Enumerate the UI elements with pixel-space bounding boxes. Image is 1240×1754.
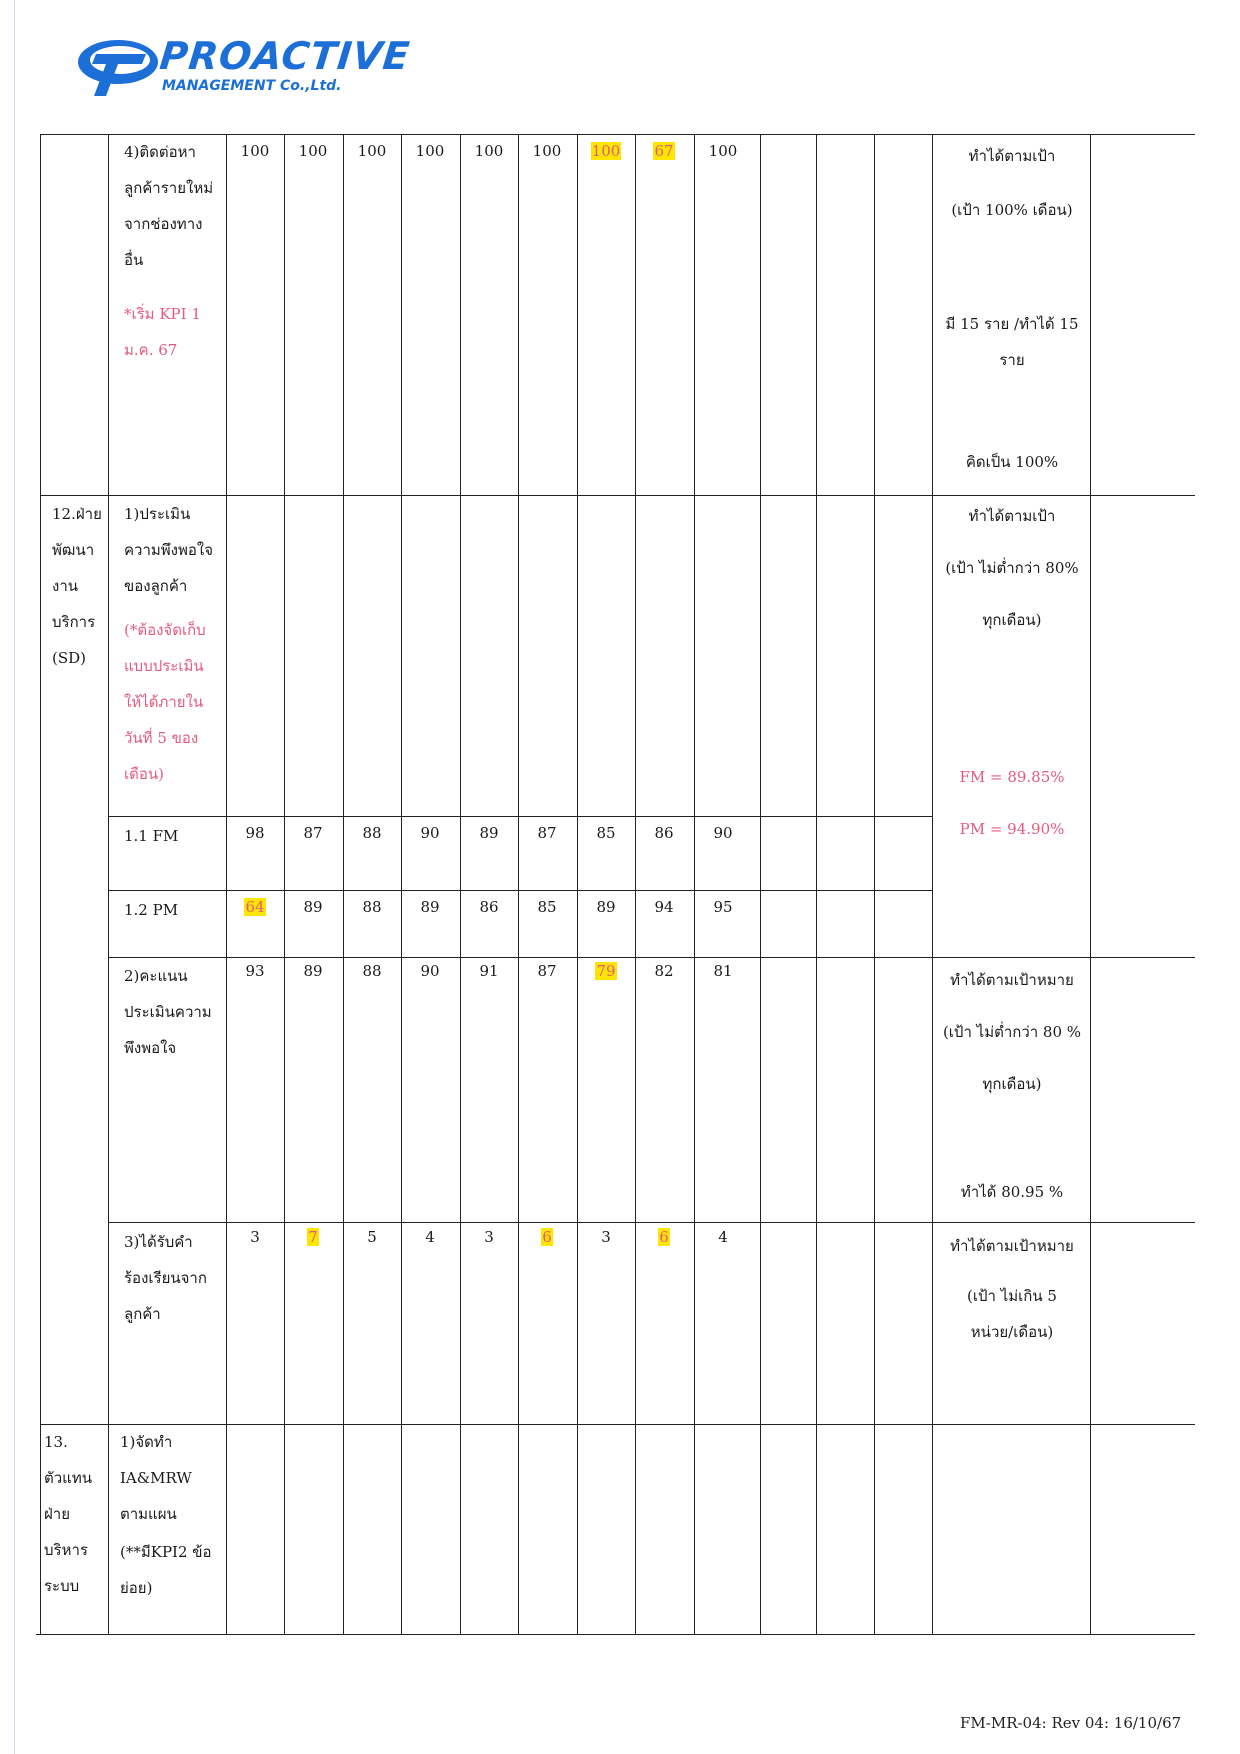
company-logo xyxy=(76,24,413,104)
document-code: FM-MR-04: Rev 04: 16/10/67 xyxy=(960,1714,1182,1732)
score-month-value: 79 xyxy=(596,962,616,980)
score-month-value: 82 xyxy=(654,962,674,980)
score-item-label: 2)คะแนน ประเมินความ พึงพอใจ xyxy=(124,967,212,1057)
row4-item-label: 4)ติดต่อหา ลูกค้ารายใหม่ จากช่องทาง อื่น xyxy=(124,143,214,269)
fm-month-value: 90 xyxy=(713,824,733,842)
r4-month-value: 100 xyxy=(240,142,270,160)
row4-result-count: มี 15 ราย /ทำได้ 15 ราย xyxy=(945,315,1079,369)
r4-month-value: 100 xyxy=(357,142,387,160)
sd-result-target: (เป้า ไม่ต่ำกว่า 80% xyxy=(945,559,1079,577)
fm-month-value: 88 xyxy=(362,824,382,842)
pm-month-value: 88 xyxy=(362,898,382,916)
company-name: PROACTIVE xyxy=(157,34,413,78)
fm-month-value: 89 xyxy=(479,824,499,842)
pm-month-value: 64 xyxy=(245,898,265,916)
complaint-month-value: 4 xyxy=(425,1228,435,1246)
fm-row-label: 1.1 FM xyxy=(124,827,179,845)
complaint-month-value: 6 xyxy=(659,1228,669,1246)
dept-13-label: 13. ตัวแทน ฝ่าย บริหาร ระบบ xyxy=(44,1433,92,1595)
pm-month-value: 94 xyxy=(654,898,674,916)
score-result-actual: ทำได้ 80.95 % xyxy=(960,1183,1064,1201)
pm-month-value: 86 xyxy=(479,898,499,916)
score-month-value: 88 xyxy=(362,962,382,980)
page-margin-line xyxy=(14,0,15,1754)
score-month-value: 93 xyxy=(245,962,265,980)
complaint-month-value: 5 xyxy=(367,1228,377,1246)
score-month-value: 81 xyxy=(713,962,733,980)
r4-month-value: 100 xyxy=(474,142,504,160)
sd-fm-result: FM = 89.85% xyxy=(959,768,1065,786)
score-result-target: (เป้า ไม่ต่ำกว่า 80 % xyxy=(942,1023,1082,1041)
r4-month-value: 100 xyxy=(298,142,328,160)
r13-item-note: (**มีKPI2 ข้อ ย่อย) xyxy=(120,1543,212,1597)
company-subtitle: MANAGEMENT Co.,Ltd. xyxy=(162,78,342,94)
fm-month-value: 85 xyxy=(596,824,616,842)
r4-month-value: 67 xyxy=(654,142,674,160)
sd-result-target-2: ทุกเดือน) xyxy=(982,611,1042,629)
complaint-result-target: (เป้า ไม่เกิน 5 หน่วย/เดือน) xyxy=(967,1287,1057,1341)
score-month-value: 89 xyxy=(303,962,323,980)
score-result-target-2: ทุกเดือน) xyxy=(982,1075,1042,1093)
r4-month-value: 100 xyxy=(532,142,562,160)
row4-result-target: (เป้า 100% เดือน) xyxy=(951,201,1073,219)
pm-month-value: 89 xyxy=(420,898,440,916)
sd-item1-note: (*ต้องจัดเก็บ แบบประเมิน ให้ได้ภายใน วันที่ 5 ของ เดือน) xyxy=(124,621,206,783)
sd-result-status: ทำได้ตามเป้า xyxy=(968,507,1056,525)
complaint-month-value: 4 xyxy=(718,1228,728,1246)
complaint-month-value: 3 xyxy=(484,1228,494,1246)
pm-month-value: 89 xyxy=(596,898,616,916)
pm-month-value: 85 xyxy=(537,898,557,916)
row4-result-percent: คิดเป็น 100% xyxy=(965,453,1059,471)
complaint-month-value: 3 xyxy=(601,1228,611,1246)
score-month-value: 91 xyxy=(479,962,499,980)
pm-month-value: 95 xyxy=(713,898,733,916)
fm-month-value: 87 xyxy=(303,824,323,842)
fm-month-value: 98 xyxy=(245,824,265,842)
logo-mark-icon xyxy=(76,24,166,104)
fm-month-value: 90 xyxy=(420,824,440,842)
score-month-value: 90 xyxy=(420,962,440,980)
complaint-month-value: 6 xyxy=(542,1228,552,1246)
row4-result-status: ทำได้ตามเป้า xyxy=(968,147,1056,165)
score-month-value: 87 xyxy=(537,962,557,980)
r4-month-value: 100 xyxy=(591,142,621,160)
pm-row-label: 1.2 PM xyxy=(124,901,179,919)
r13-item-label: 1)จัดทำ IA&MRW ตามแผน xyxy=(120,1433,192,1523)
dept-12-label: 12.ฝ่าย พัฒนา งาน บริการ (SD) xyxy=(52,505,102,667)
r4-month-value: 100 xyxy=(415,142,445,160)
complaint-month-value: 3 xyxy=(250,1228,260,1246)
sd-item1-label: 1)ประเมิน ความพึงพอใจ ของลูกค้า xyxy=(124,505,213,595)
sd-pm-result: PM = 94.90% xyxy=(959,820,1065,838)
fm-month-value: 87 xyxy=(537,824,557,842)
complaint-result-status: ทำได้ตามเป้าหมาย xyxy=(950,1237,1074,1255)
score-result-status: ทำได้ตามเป้าหมาย xyxy=(950,971,1074,989)
pm-month-value: 89 xyxy=(303,898,323,916)
r4-month-value: 100 xyxy=(708,142,738,160)
row4-note: *เริ่ม KPI 1 ม.ค. 67 xyxy=(124,305,201,359)
complaint-item-label: 3)ได้รับคำ ร้องเรียนจาก ลูกค้า xyxy=(124,1233,207,1323)
complaint-month-value: 7 xyxy=(308,1228,318,1246)
fm-month-value: 86 xyxy=(654,824,674,842)
